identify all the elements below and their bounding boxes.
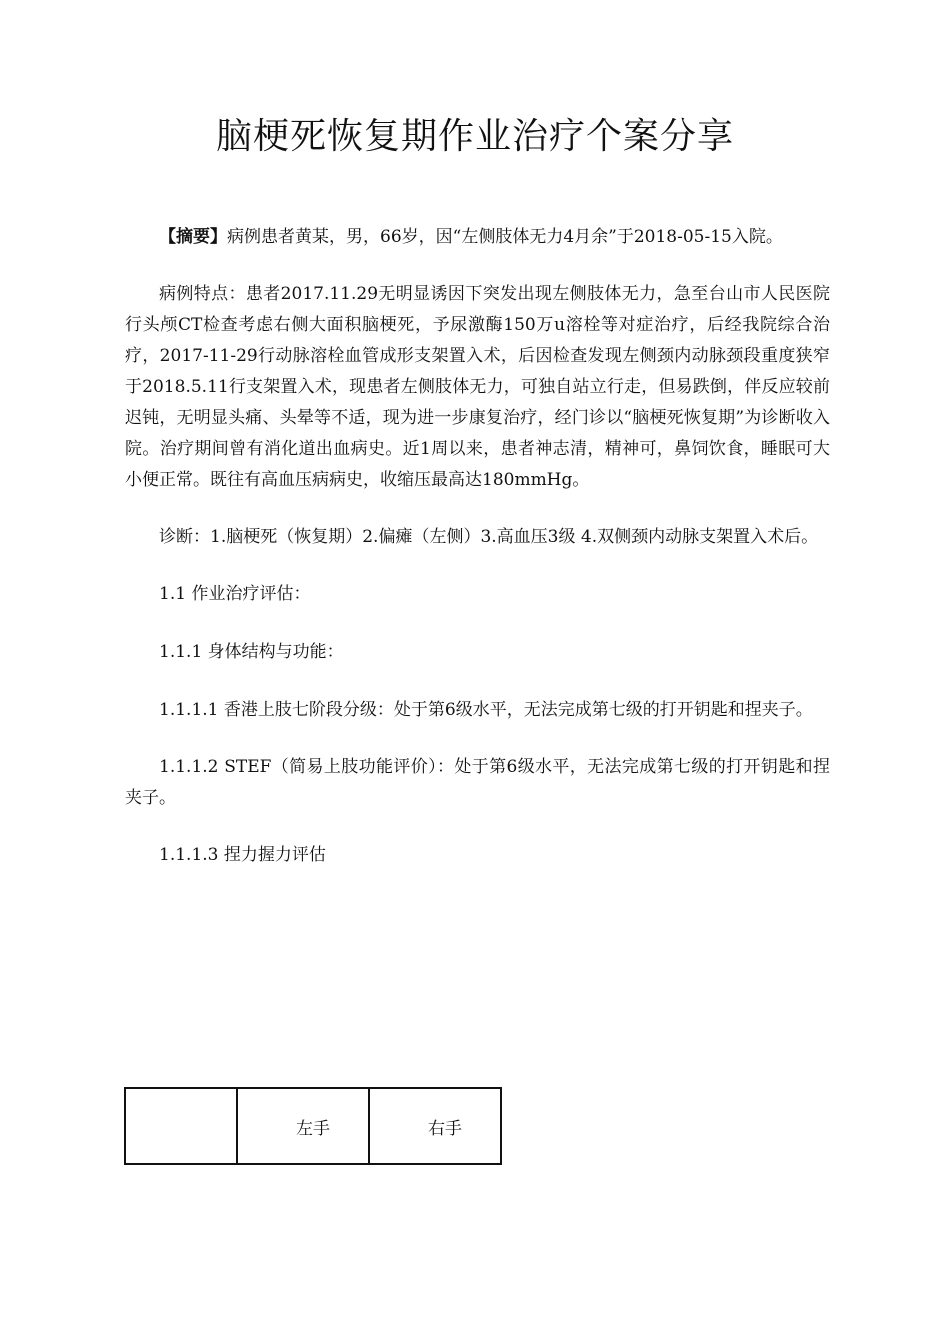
- section-1-1-1-2-paragraph: 1.1.1.2 STEF（简易上肢功能评价）：处于第6级水平，无法完成第七级的打开钥匙和捏夹子。: [125, 757, 830, 808]
- section-heading-1-1-1-3: 1.1.1.3 捏力握力评估: [159, 845, 326, 865]
- table-header-cell-right-hand: 右手: [369, 1088, 501, 1164]
- table-header-cell-left-hand: 左手: [237, 1088, 369, 1164]
- section-1-1-1-1-paragraph: 1.1.1.1 香港上肢七阶段分级：处于第6级水平，无法完成第七级的打开钥匙和捏夹子。: [159, 700, 813, 720]
- section-heading-1-1: 1.1 作业治疗评估：: [159, 584, 311, 604]
- grip-strength-table: [124, 1087, 502, 1165]
- page-title: 脑梗死恢复期作业治疗个案分享: [215, 116, 734, 157]
- diagnosis-paragraph: 诊断：1.脑梗死（恢复期）2.偏瘫（左侧）3.高血压3级 4.双侧颈内动脉支架置入术后。: [159, 527, 819, 547]
- table-header-row: [125, 1088, 501, 1164]
- abstract-label: 【摘要】: [159, 227, 227, 247]
- abstract-paragraph: [125, 222, 830, 253]
- table-header-cell-empty: [125, 1088, 237, 1164]
- document-body: [125, 222, 830, 897]
- case-features-paragraph: 病例特点：患者2017.11.29无明显诱因下突发出现左侧肢体无力，急至台山市人民医院行头颅CT检查考虑右侧大面积脑梗死，予尿激酶150万u溶栓等对症治疗，后经我院综合治疗，2017-11-29行动脉溶栓血管成形支架置入术，后因检查发现左侧颈内动脉颈段重度狭窄于2018.5.11行支架置入术，现患者左侧肢体无力，可独自站立行走，但易跌倒，伴反应较前迟钝，无明显头痛、头晕等不适，现为进一步康复治疗，经门诊以“脑梗死恢复期”为诊断收入院。治疗期间曾有消化道出血病史。近1周以来，患者神志清，精神可，鼻饲饮食，睡眠可大小便正常。既往有高血压病病史，收缩压最高达180mmHg。: [125, 284, 830, 490]
- abstract-text: 病例患者黄某，男，66岁，因“左侧肢体无力4月余”于2018-05-15入院。: [227, 227, 783, 247]
- section-heading-1-1-1: 1.1.1 身体结构与功能：: [159, 642, 344, 662]
